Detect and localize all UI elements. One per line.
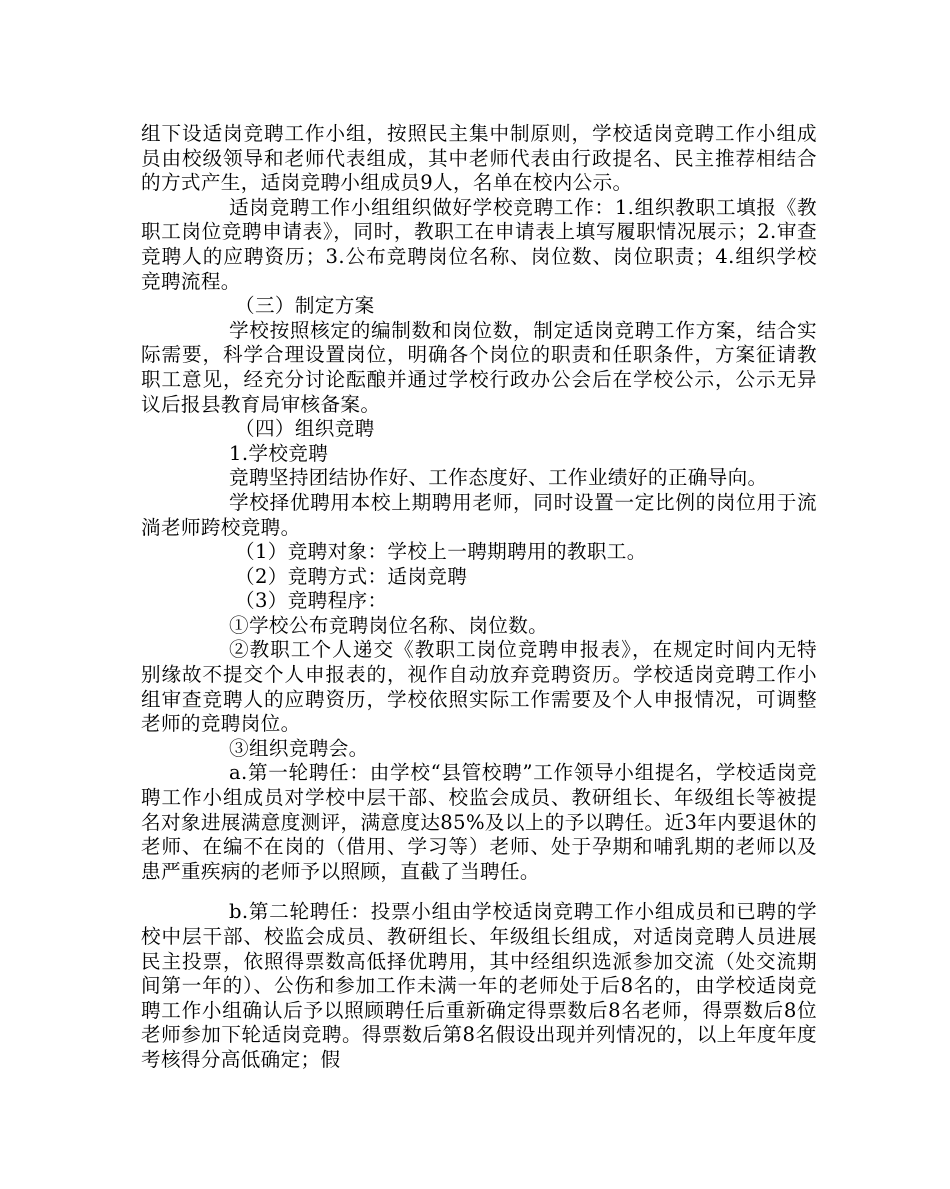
paragraph-plan: 学校按照核定的编制数和岗位数，制定适岗竞聘工作方案，结合实际需要，科学合理设置岗位，明确各个岗位的职责和任职条件，方案征请教职工意见，经充分讨论酝酿并通过学校行政办公会后在学校公示，公示无异议后报县教育局审核备案。	[141, 318, 817, 416]
paragraph-committee-composition: 组下设适岗竞聘工作小组，按照民主集中制原则，学校适岗竞聘工作小组成员由校级领导和老师代表组成，其中老师代表由行政提名、民主推荐相结合的方式产生，适岗竞聘小组成员9人，名单在校内公示。	[141, 122, 817, 195]
section-heading-plan: （三）制定方案	[235, 294, 375, 318]
paragraph-first-round: a.第一轮聘任：由学校“县管校聘”工作领导小组提名，学校适岗竞聘工作小组成员对学校中层干部、校监会成员、教研组长、年级组长等被提名对象进展满意度测评，满意度达85%及以上的予以聘任。近3年内要退休的老师、在编不在岗的（借用、学习等）老师、处于孕期和哺乳期的老师以及患严重疾病的老师予以照顾，直截了当聘任。	[141, 761, 817, 883]
paragraph-orientation: 竞聘坚持团结协作好、工作态度好、工作业绩好的正确导向。	[229, 466, 768, 490]
paragraph-committee-duties: 适岗竞聘工作小组组织做好学校竞聘工作：1.组织教职工填报《教职工岗位竞聘申请表》，同时，教职工在申请表上填写履职情况展示；2.审查竞聘人的应聘资历；3.公布竞聘岗位名称、岗位数、岗位职责；4.组织学校竞聘流程。	[141, 195, 817, 293]
item-competition-procedure: （3）竞聘程序：	[235, 589, 388, 613]
document-body	[141, 122, 817, 1073]
section-heading-organize: （四）组织竞聘	[235, 417, 375, 441]
item-competition-method: （2）竞聘方式：适岗竞聘	[235, 564, 468, 588]
item-competition-target: （1）竞聘对象：学校上一聘期聘用的教职工。	[235, 540, 647, 564]
subheading-school-competition: 1.学校竞聘	[229, 441, 329, 465]
paragraph-second-round: b.第二轮聘任：投票小组由学校适岗竞聘工作小组成员和已聘的学校中层干部、校监会成员、教研组长、年级组长组成，对适岗竞聘人员进展民主投票，依照得票数高低择优聘用，其中经组织选派参加交流（处交流期间第一年的）、公伤和参加工作未满一年的老师处于后8名的，由学校适岗竞聘工作小组确认后予以照顾聘任后重新确定得票数后8名老师，得票数后8位老师参加下轮适岗竞聘。得票数后第8名假设出现并列情况的，以上年度年度考核得分高低确定；假	[141, 900, 817, 1071]
step-organize-meeting: ③组织竞聘会。	[229, 736, 369, 760]
step-publish-posts: ①学校公布竞聘岗位名称、岗位数。	[229, 613, 549, 637]
paragraph-selection: 学校择优聘用本校上期聘用老师，同时设置一定比例的岗位用于流淌老师跨校竞聘。	[141, 490, 817, 539]
step-submit-application: ②教职工个人递交《教职工岗位竞聘申报表》，在规定时间内无特别缘故不提交个人申报表的，视作自动放弃竞聘资历。学校适岗竞聘工作小组审查竞聘人的应聘资历，学校依照实际工作需要及个人申报情况，可调整老师的竞聘岗位。	[141, 638, 817, 736]
